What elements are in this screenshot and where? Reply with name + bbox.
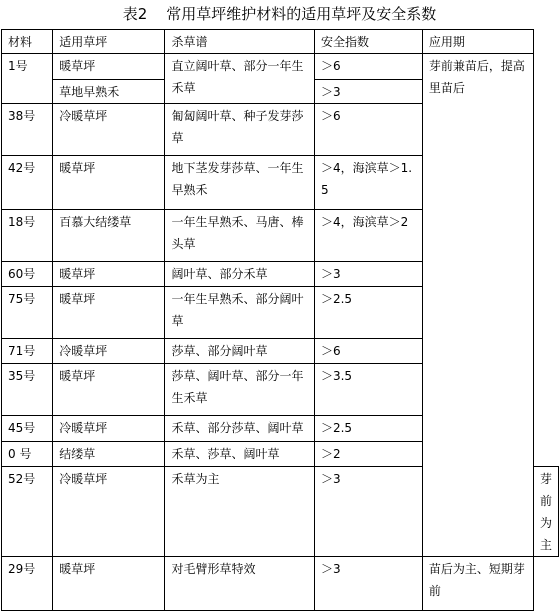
header-weed-spectrum: 杀草谱: [165, 30, 315, 54]
cell-turf: 暖草坪: [53, 557, 165, 611]
cell-weed-spectrum: 禾草、莎草、阔叶草: [165, 442, 315, 467]
header-turf: 适用草坪: [53, 30, 165, 54]
cell-application-period: 芽前兼苗后，提高里苗后: [422, 54, 533, 557]
cell-application-period: 苗后为主、短期芽前: [422, 557, 533, 611]
cell-turf: 暖草坪: [53, 287, 165, 339]
header-safety-index: 安全指数: [314, 30, 422, 54]
cell-material: 42号: [2, 156, 53, 210]
cell-weed-spectrum: 莎草、部分阔叶草: [165, 339, 315, 364]
cell-material: 0 号: [2, 442, 53, 467]
cell-safety-index: ＞3: [314, 80, 422, 104]
cell-safety-index: ＞3: [314, 557, 422, 611]
table-title: 表2 常用草坪维护材料的适用草坪及安全系数: [122, 5, 437, 23]
cell-material: 45号: [2, 416, 53, 442]
cell-turf: 结缕草: [53, 442, 165, 467]
cell-turf: 冷暖草坪: [53, 467, 165, 557]
cell-safety-index: ＞2.5: [314, 287, 422, 339]
cell-safety-index: ＞3: [314, 262, 422, 287]
table-row: [2, 54, 559, 80]
cell-safety-index: ＞3: [314, 467, 422, 557]
cell-application-period: 芽前为主: [533, 467, 558, 557]
cell-material: 75号: [2, 287, 53, 339]
cell-weed-spectrum: 一年生早熟禾、马唐、棒头草: [165, 210, 315, 262]
cell-safety-index: ＞2: [314, 442, 422, 467]
cell-turf: 暖草坪: [53, 364, 165, 416]
cell-material: 29号: [2, 557, 53, 611]
cell-weed-spectrum: 匍匐阔叶草、种子发芽莎草: [165, 104, 315, 156]
cell-turf: 冷暖草坪: [53, 416, 165, 442]
header-application-period: 应用期: [422, 30, 533, 54]
cell-material: 52号: [2, 467, 53, 557]
cell-weed-spectrum: 地下茎发芽莎草、一年生早熟禾: [165, 156, 315, 210]
cell-safety-index: ＞2.5: [314, 416, 422, 442]
cell-turf: 冷暖草坪: [53, 339, 165, 364]
cell-weed-spectrum: 莎草、阔叶草、部分一年生禾草: [165, 364, 315, 416]
cell-material: 18号: [2, 210, 53, 262]
cell-turf: 草地早熟禾: [53, 80, 165, 104]
cell-material: 1号: [2, 54, 53, 80]
cell-turf: 暖草坪: [53, 156, 165, 210]
cell-material: 71号: [2, 339, 53, 364]
cell-weed-spectrum: 对毛臂形草特效: [165, 557, 315, 611]
cell-material: 38号: [2, 104, 53, 156]
cell-turf: 暖草坪: [53, 262, 165, 287]
cell-safety-index: ＞3.5: [314, 364, 422, 416]
cell-turf: 暖草坪: [53, 54, 165, 80]
cell-weed-spectrum: 阔叶草、部分禾草: [165, 262, 315, 287]
cell-safety-index: ＞4，海滨草＞2: [314, 210, 422, 262]
cell-material: 60号: [2, 262, 53, 287]
cell-weed-spectrum: 禾草、部分莎草、阔叶草: [165, 416, 315, 442]
cell-safety-index: ＞6: [314, 104, 422, 156]
cell-safety-index: ＞6: [314, 54, 422, 80]
cell-weed-spectrum: 直立阔叶草、部分一年生禾草: [165, 54, 315, 104]
cell-weed-spectrum: 禾草为主: [165, 467, 315, 557]
header-material: 材料: [2, 30, 53, 54]
cell-material: [2, 80, 53, 104]
cell-turf: 冷暖草坪: [53, 104, 165, 156]
herbicide-table: [1, 29, 559, 611]
table-row: [2, 557, 559, 611]
cell-safety-index: ＞4，海滨草＞1.5: [314, 156, 422, 210]
cell-turf: 百慕大结缕草: [53, 210, 165, 262]
table-header-row: [2, 30, 559, 54]
cell-material: 35号: [2, 364, 53, 416]
cell-weed-spectrum: 一年生早熟禾、部分阔叶草: [165, 287, 315, 339]
cell-safety-index: ＞6: [314, 339, 422, 364]
